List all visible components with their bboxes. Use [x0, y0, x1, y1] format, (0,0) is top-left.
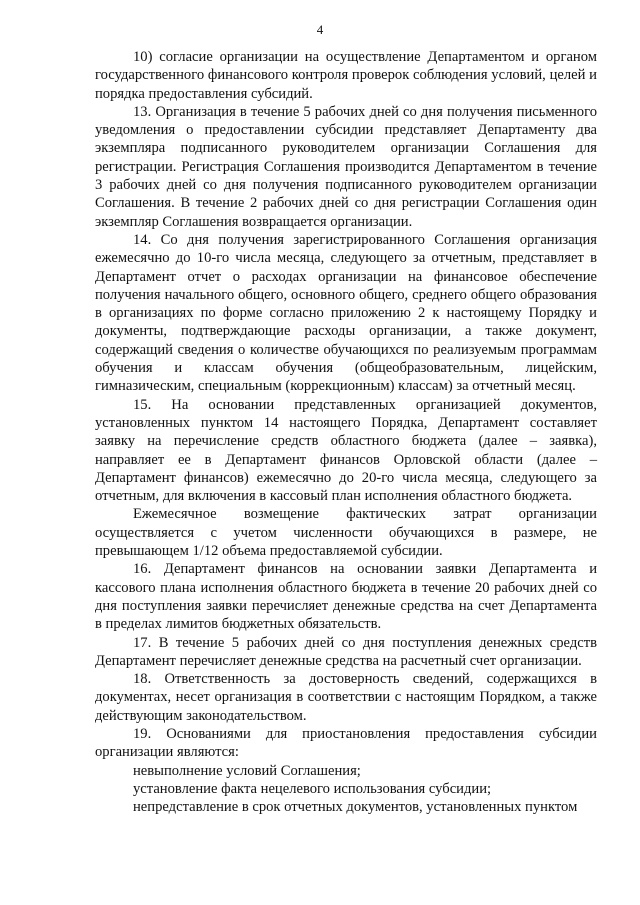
list-item: непредставление в срок отчетных документов, установленных пунктом	[133, 799, 578, 816]
list-item: установление факта нецелевого использования субсидии;	[133, 780, 492, 797]
document-body	[95, 48, 597, 816]
paragraph-19: 19. Основаниями для приостановления предоставления субсидии организации являются:	[95, 725, 597, 761]
paragraph-14: 14. Со дня получения зарегистрированного Соглашения организация ежемесячно до 10-го числа месяца, следующего за отчетным, представляет в Департамент отчет о расходах организации на финансовое обеспечение получения начального общего, основного общего, среднего общего образования в организациях по форме согласно приложению 2 к настоящему Порядку и документы, подтверждающие расходы организации, а также документ, содержащий сведения о количестве обучающихся по реализуемым программам обучения и классам обучения (общеобразовательным, лицейским, гимназическим, специальным (коррекционным) классам) за отчетный месяц.	[95, 231, 597, 395]
paragraph-18: 18. Ответственность за достоверность сведений, содержащихся в документах, несет организация в соответствии с настоящим Порядком, а также действующим законодательством.	[95, 671, 597, 724]
paragraph-15: 15. На основании представленных организацией документов, установленных пунктом 14 настоящего Порядка, Департамент составляет заявку на перечисление средств областного бюджета (далее – заявка), направляет ее в Департамент финансов Орловской области (далее – Департамент финансов) ежемесячно до 20-го числа месяца, следующего за отчетным, для включения в кассовый план исполнения областного бюджета.	[95, 396, 597, 505]
paragraph-16: 16. Департамент финансов на основании заявки Департамента и кассового плана исполнения областного бюджета в течение 20 рабочих дней со дня поступления заявки перечисляет денежные средства на счет Департамента в пределах лимитов бюджетных обязательств.	[95, 561, 597, 633]
paragraph-13: 13. Организация в течение 5 рабочих дней со дня получения письменного уведомления о предоставлении субсидии представляет Департаменту два экземпляра подписанного руководителем организации Соглашения для регистрации. Регистрация Соглашения производится Департаментом в течение 3 рабочих дней со дня получения подписанного руководителем организации Соглашения. В течение 2 рабочих дней со дня регистрации Соглашения один экземпляр Соглашения возвращается организации.	[95, 103, 597, 230]
paragraph-15-monthly-reimbursement: Ежемесячное возмещение фактических затрат организации осуществляется с учетом численности обучающихся в размере, не превышающем 1/12 объема предоставляемой субсидии.	[95, 506, 597, 560]
paragraph-17: 17. В течение 5 рабочих дней со дня поступления денежных средств Департамент перечисляет денежные средства на расчетный счет организации.	[95, 634, 597, 669]
paragraph-item-10: 10) согласие организации на осуществление Департаментом и органом государственного финансового контроля проверок соблюдения условий, целей и порядка предоставления субсидий.	[95, 49, 597, 102]
page-number: 4	[316, 22, 324, 37]
list-item: невыполнение условий Соглашения;	[133, 762, 361, 779]
